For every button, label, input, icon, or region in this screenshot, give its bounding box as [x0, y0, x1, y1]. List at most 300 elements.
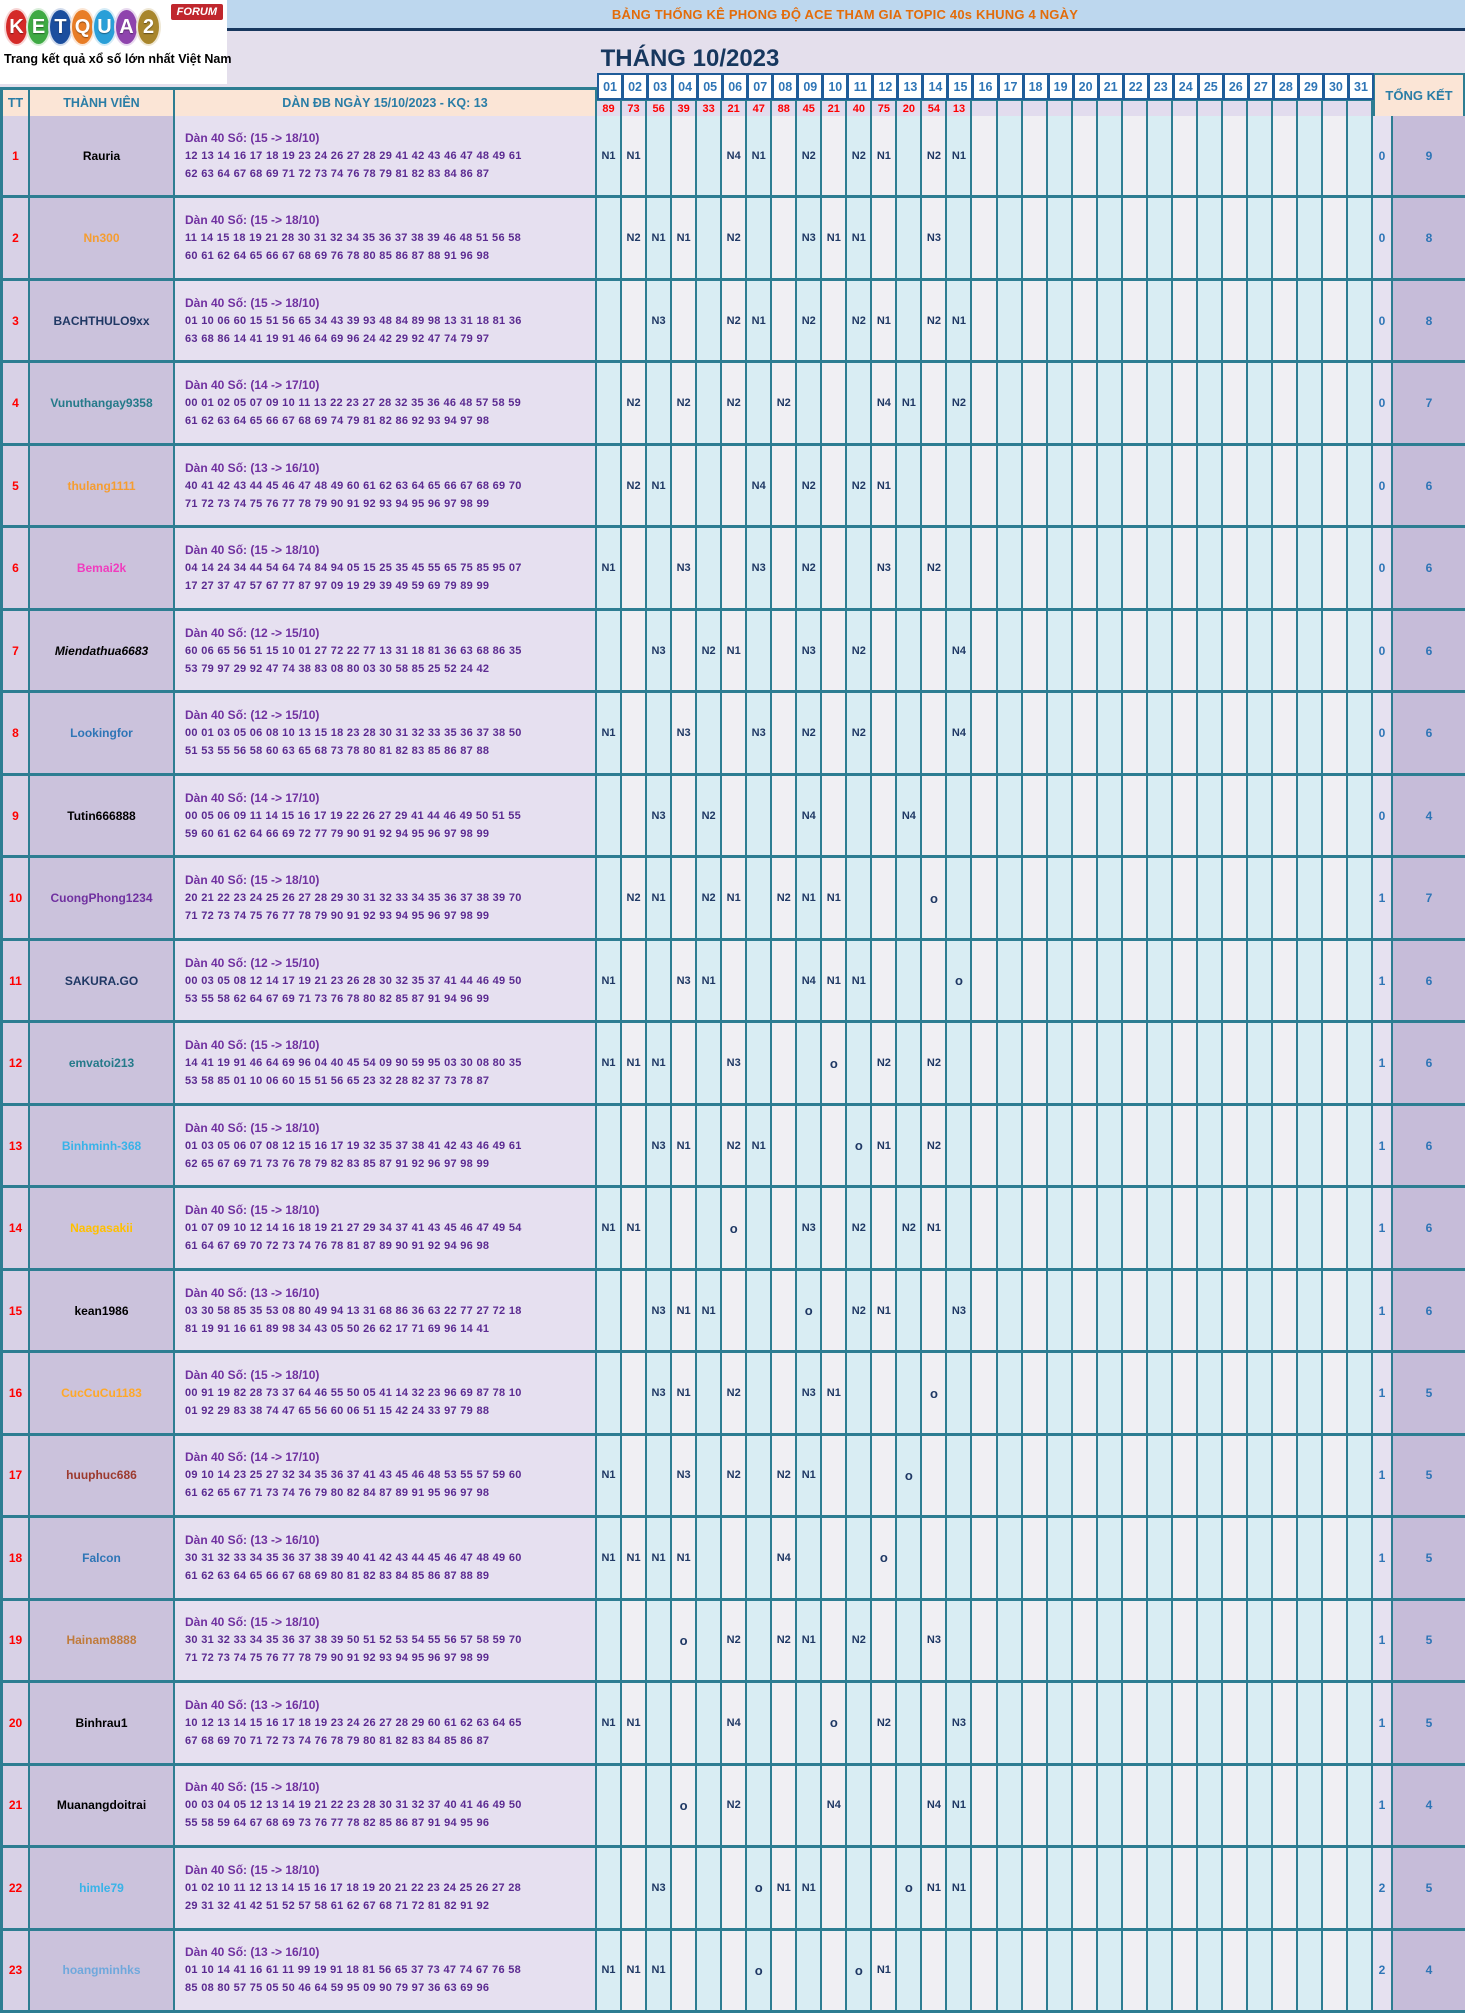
- day-cell: [1198, 1106, 1223, 1185]
- day-cell: [1148, 1353, 1173, 1432]
- day-cell: [772, 858, 797, 937]
- hit-mark: N1: [601, 149, 616, 162]
- total-miss-cell: 1: [1373, 858, 1393, 937]
- hit-mark: N2: [851, 314, 866, 327]
- dan-range-label: Dàn 40 Số: (15 -> 18/10): [185, 1038, 320, 1053]
- day-cell: [1098, 1931, 1123, 2010]
- hit-mark: N1: [801, 1634, 816, 1647]
- hit-mark: N2: [801, 562, 816, 575]
- day-cell: [1023, 611, 1048, 690]
- hit-mark: N2: [851, 1634, 866, 1647]
- dan-numbers-line-2: 53 79 97 29 92 47 74 38 83 08 80 03 30 58 85 25 52 24 42: [185, 662, 490, 675]
- day-cell: [747, 281, 772, 360]
- day-cell: [1348, 446, 1373, 525]
- day-cell: [972, 776, 997, 855]
- total-hit-cell: 7: [1393, 363, 1465, 442]
- day-cell: [1023, 941, 1048, 1020]
- row-index: 8: [0, 693, 30, 772]
- day-cell: [1023, 1353, 1048, 1432]
- day-cell: [797, 1188, 822, 1267]
- day-cell: [1273, 198, 1298, 277]
- day-cell: [822, 1601, 847, 1680]
- member-name[interactable]: Binhrau1: [30, 1683, 175, 1762]
- hit-mark: N2: [851, 644, 866, 657]
- day-cell: [1248, 446, 1273, 525]
- day-cell: [972, 1601, 997, 1680]
- dan-cell: [175, 941, 597, 1020]
- day-header: 24: [1173, 73, 1199, 100]
- day-cell: [622, 1271, 647, 1350]
- column-header-total: TỔNG KẾT: [1373, 73, 1465, 116]
- day-header: 11: [847, 73, 873, 100]
- dan-cell: [175, 776, 597, 855]
- day-cell: [1123, 1188, 1148, 1267]
- day-header: 22: [1123, 73, 1149, 100]
- day-cell: [1048, 776, 1073, 855]
- day-header: 04: [672, 73, 698, 100]
- member-name[interactable]: Bemai2k: [30, 528, 175, 607]
- day-cell: [872, 528, 897, 607]
- row-index: 5: [0, 446, 30, 525]
- day-cell: [1248, 1353, 1273, 1432]
- member-name[interactable]: huuphuc686: [30, 1436, 175, 1515]
- day-header: 18: [1023, 73, 1049, 100]
- logo-letter: 2: [136, 8, 161, 46]
- day-cell: [1323, 858, 1348, 937]
- day-cell: [797, 1931, 822, 2010]
- day-cell: [1073, 776, 1098, 855]
- row-index: 17: [0, 1436, 30, 1515]
- day-cell: [1273, 1601, 1298, 1680]
- day-cell: [872, 116, 897, 195]
- hit-mark: N3: [651, 1304, 666, 1317]
- day-cell: [622, 1353, 647, 1432]
- dan-cell: [175, 116, 597, 195]
- hit-mark: N2: [801, 479, 816, 492]
- day-cell: [1198, 198, 1223, 277]
- day-cell: [772, 1353, 797, 1432]
- day-result-value: 33: [697, 100, 722, 116]
- hit-mark: N1: [876, 1964, 891, 1977]
- total-hit-cell: 5: [1393, 1436, 1465, 1515]
- day-cell: [1298, 941, 1323, 1020]
- day-cell: [847, 776, 872, 855]
- day-cell: [597, 446, 622, 525]
- day-header: 15: [947, 73, 973, 100]
- day-cell: [1048, 858, 1073, 937]
- member-name[interactable]: SAKURA.GO: [30, 941, 175, 1020]
- day-cell: [1073, 281, 1098, 360]
- day-cell: [722, 1683, 747, 1762]
- day-cell: [1123, 1518, 1148, 1597]
- day-cell: [1323, 363, 1348, 442]
- dan-cell: [175, 1188, 597, 1267]
- day-cell: [672, 1848, 697, 1927]
- day-result-value: 45: [797, 100, 822, 116]
- day-cell: [597, 1683, 622, 1762]
- day-cell: [797, 1271, 822, 1350]
- hit-mark: N4: [951, 644, 966, 657]
- day-cell: [947, 446, 972, 525]
- member-name[interactable]: Vunuthangay9358: [30, 363, 175, 442]
- day-cell: [747, 446, 772, 525]
- hit-mark: N3: [801, 232, 816, 245]
- day-cell: [872, 198, 897, 277]
- day-cell: [647, 1848, 672, 1927]
- day-cell: [647, 281, 672, 360]
- hit-mark: N1: [951, 1799, 966, 1812]
- hit-mark: N1: [951, 1881, 966, 1894]
- day-cell: [1098, 1601, 1123, 1680]
- day-cell: [1323, 693, 1348, 772]
- day-cell: [622, 941, 647, 1020]
- member-row: [0, 1931, 1465, 2013]
- member-name[interactable]: Hainam8888: [30, 1601, 175, 1680]
- day-cell: [1173, 1766, 1198, 1845]
- dan-cell: [175, 1931, 597, 2010]
- day-cell: [847, 198, 872, 277]
- hit-mark: N1: [951, 314, 966, 327]
- day-cell: [972, 1848, 997, 1927]
- hit-mark: N2: [626, 232, 641, 245]
- day-cell: [747, 1518, 772, 1597]
- day-cell: [1248, 1106, 1273, 1185]
- day-cell: [1298, 1931, 1323, 2010]
- day-cell: [872, 281, 897, 360]
- member-name[interactable]: BACHTHULO9xx: [30, 281, 175, 360]
- hit-mark: o: [954, 973, 963, 989]
- day-cell: [872, 1188, 897, 1267]
- day-cell: [1148, 1271, 1173, 1350]
- day-cell: [1073, 1518, 1098, 1597]
- day-cell: [998, 941, 1023, 1020]
- hit-mark: N2: [801, 149, 816, 162]
- day-cell: [1173, 1518, 1198, 1597]
- hit-mark: N1: [651, 232, 666, 245]
- day-cell: [1123, 1023, 1148, 1102]
- day-cell: [1223, 1271, 1248, 1350]
- day-cell: [822, 1518, 847, 1597]
- day-cell: [1298, 1353, 1323, 1432]
- member-name[interactable]: emvatoi213: [30, 1023, 175, 1102]
- member-name[interactable]: Miendathua6683: [30, 611, 175, 690]
- dan-numbers-line-1: 09 10 14 23 25 27 32 34 35 36 37 41 43 45 46 48 53 55 57 59 60: [185, 1469, 522, 1482]
- day-cell: [922, 1518, 947, 1597]
- day-cell: [1348, 611, 1373, 690]
- day-cell: [1023, 446, 1048, 525]
- day-cell: [1223, 1188, 1248, 1267]
- hit-mark: N2: [726, 1799, 741, 1812]
- day-cell: [647, 1436, 672, 1515]
- day-cell: [722, 1766, 747, 1845]
- day-cell: [847, 858, 872, 937]
- member-name[interactable]: Lookingfor: [30, 693, 175, 772]
- day-cell: [1073, 858, 1098, 937]
- day-cell: [1123, 1601, 1148, 1680]
- day-cell: [1173, 198, 1198, 277]
- day-header: 19: [1048, 73, 1074, 100]
- member-name[interactable]: kean1986: [30, 1271, 175, 1350]
- member-name[interactable]: Tutin666888: [30, 776, 175, 855]
- hit-mark: N2: [926, 562, 941, 575]
- total-miss-cell: 1: [1373, 1106, 1393, 1185]
- dan-range-label: Dàn 40 Số: (15 -> 18/10): [185, 130, 320, 145]
- day-cell: [1298, 611, 1323, 690]
- day-cell: [998, 198, 1023, 277]
- dan-numbers-line-1: 30 31 32 33 34 35 36 37 38 39 40 41 42 43 44 45 46 47 48 49 60: [185, 1551, 522, 1564]
- day-cell: [1348, 776, 1373, 855]
- day-cell: [998, 1848, 1023, 1927]
- total-miss-cell: 2: [1373, 1931, 1393, 2010]
- hit-mark: N2: [626, 397, 641, 410]
- day-cell: [1248, 1436, 1273, 1515]
- hit-mark: N2: [726, 397, 741, 410]
- day-cell: [597, 363, 622, 442]
- day-cell: [872, 1106, 897, 1185]
- member-row: [0, 776, 1465, 858]
- logo-letter: U: [92, 8, 117, 46]
- dan-numbers-line-1: 00 03 04 05 12 13 14 19 21 22 23 28 30 31 32 37 40 41 46 49 50: [185, 1799, 522, 1812]
- day-header: 10: [822, 73, 848, 100]
- day-header: 09: [797, 73, 823, 100]
- hit-mark: o: [754, 1962, 763, 1978]
- day-cell: [897, 363, 922, 442]
- day-cell: [797, 776, 822, 855]
- day-cell: [1348, 693, 1373, 772]
- day-cell: [897, 1353, 922, 1432]
- day-cell: [1048, 1271, 1073, 1350]
- day-cell: [1198, 941, 1223, 1020]
- day-cell: [847, 1023, 872, 1102]
- dan-numbers-line-1: 00 91 19 82 28 73 37 64 46 55 50 05 41 14 32 23 96 69 87 78 10: [185, 1387, 522, 1399]
- day-cell: [847, 116, 872, 195]
- total-hit-cell: 6: [1393, 1106, 1465, 1185]
- hit-mark: N1: [926, 1222, 941, 1235]
- day-cell: [772, 1683, 797, 1762]
- day-cell: [1173, 1601, 1198, 1680]
- total-miss-cell: 1: [1373, 1766, 1393, 1845]
- member-name[interactable]: CucCuCu1183: [30, 1353, 175, 1432]
- day-cell: [1298, 693, 1323, 772]
- day-cell: [722, 1023, 747, 1102]
- hit-mark: N1: [726, 892, 741, 905]
- day-cell: [1148, 776, 1173, 855]
- day-cell: [647, 1601, 672, 1680]
- day-cell: [622, 281, 647, 360]
- day-cells: [597, 1766, 1373, 1845]
- member-name[interactable]: thulang1111: [30, 446, 175, 525]
- day-cell: [1323, 1766, 1348, 1845]
- dan-range-label: Dàn 40 Số: (13 -> 16/10): [185, 1697, 320, 1712]
- member-name[interactable]: Nn300: [30, 198, 175, 277]
- day-cell: [922, 1271, 947, 1350]
- day-cell: [822, 693, 847, 772]
- day-cell: [1223, 776, 1248, 855]
- day-cell: [772, 1106, 797, 1185]
- day-cell: [947, 1683, 972, 1762]
- day-cell: [1073, 1188, 1098, 1267]
- member-name[interactable]: himle79: [30, 1848, 175, 1927]
- day-cell: [672, 858, 697, 937]
- hit-mark: N1: [676, 1139, 691, 1152]
- day-cell: [897, 1518, 922, 1597]
- member-name[interactable]: Binhminh-368: [30, 1106, 175, 1185]
- day-cell: [1073, 1023, 1098, 1102]
- day-cell: [1073, 1436, 1098, 1515]
- hit-mark: N2: [801, 314, 816, 327]
- day-cell: [697, 693, 722, 772]
- day-cell: [1323, 1106, 1348, 1185]
- day-cell: [1348, 116, 1373, 195]
- day-cell: [1048, 198, 1073, 277]
- day-header: 02: [622, 73, 648, 100]
- day-cell: [597, 1518, 622, 1597]
- total-miss-cell: 0: [1373, 198, 1393, 277]
- day-cell: [1198, 611, 1223, 690]
- hit-mark: N4: [901, 809, 916, 822]
- day-cell: [1048, 446, 1073, 525]
- day-cell: [622, 1766, 647, 1845]
- day-cell: [972, 528, 997, 607]
- day-cells: [597, 1188, 1373, 1267]
- day-cell: [647, 1518, 672, 1597]
- day-result-value: [1123, 100, 1148, 116]
- day-cell: [847, 1766, 872, 1845]
- day-cells: [597, 446, 1373, 525]
- dan-numbers-line-2: 71 72 73 74 75 76 77 78 79 90 91 92 93 94 95 96 97 98 99: [185, 497, 490, 510]
- member-name[interactable]: hoangminhks: [30, 1931, 175, 2010]
- member-name[interactable]: Rauria: [30, 116, 175, 195]
- day-cell: [1298, 1271, 1323, 1350]
- day-cell: [672, 1436, 697, 1515]
- day-result-value: 88: [772, 100, 797, 116]
- dan-numbers-line-1: 20 21 22 23 24 25 26 27 28 29 30 31 32 33 34 35 36 37 38 39 70: [185, 892, 522, 905]
- day-cell: [722, 1848, 747, 1927]
- dan-numbers-line-1: 00 01 02 05 07 09 10 11 13 22 23 27 28 32 35 36 46 48 57 58 59: [185, 397, 522, 410]
- day-cell: [1173, 776, 1198, 855]
- day-cell: [772, 1931, 797, 2010]
- logo-letter: A: [114, 8, 139, 46]
- day-cell: [1098, 1766, 1123, 1845]
- row-index: 2: [0, 198, 30, 277]
- day-cell: [947, 941, 972, 1020]
- day-cell: [1248, 858, 1273, 937]
- total-miss-cell: 0: [1373, 281, 1393, 360]
- day-cell: [772, 776, 797, 855]
- total-hit-cell: 4: [1393, 1931, 1465, 2010]
- day-result-value: [1148, 100, 1173, 116]
- day-cell: [947, 1271, 972, 1350]
- day-cell: [1348, 1766, 1373, 1845]
- day-cell: [1048, 1601, 1073, 1680]
- hit-mark: N3: [676, 974, 691, 987]
- day-cell: [1098, 1518, 1123, 1597]
- day-cell: [1023, 198, 1048, 277]
- day-cell: [998, 1601, 1023, 1680]
- day-cell: [597, 116, 622, 195]
- row-index: 4: [0, 363, 30, 442]
- day-cell: [1223, 198, 1248, 277]
- day-cell: [672, 693, 697, 772]
- day-cells: [597, 1518, 1373, 1597]
- day-cell: [872, 1683, 897, 1762]
- hit-mark: N3: [651, 1881, 666, 1894]
- day-cell: [797, 1106, 822, 1185]
- day-cell: [597, 1931, 622, 2010]
- day-cell: [897, 446, 922, 525]
- member-name[interactable]: CuongPhong1234: [30, 858, 175, 937]
- day-cell: [1198, 528, 1223, 607]
- hit-mark: N1: [601, 1057, 616, 1070]
- dan-numbers-line-1: 01 02 10 11 12 13 14 15 16 17 18 19 20 21 22 23 24 25 26 27 28: [185, 1881, 522, 1894]
- day-cell: [1198, 446, 1223, 525]
- day-result-value: 21: [822, 100, 847, 116]
- day-cell: [722, 941, 747, 1020]
- day-cell: [1098, 446, 1123, 525]
- day-cell: [872, 1023, 897, 1102]
- day-cell: [747, 1931, 772, 2010]
- hit-mark: o: [904, 1880, 913, 1896]
- member-row: [0, 1271, 1465, 1353]
- hit-mark: N2: [951, 397, 966, 410]
- day-result-value: 20: [897, 100, 922, 116]
- member-name[interactable]: Falcon: [30, 1518, 175, 1597]
- day-cell: [947, 1188, 972, 1267]
- day-cell: [847, 941, 872, 1020]
- member-name[interactable]: Muanangdoitrai: [30, 1766, 175, 1845]
- day-result-value: 73: [622, 100, 647, 116]
- day-cell: [1223, 1931, 1248, 2010]
- total-miss-cell: 1: [1373, 1188, 1393, 1267]
- member-name[interactable]: Naagasakii: [30, 1188, 175, 1267]
- day-cell: [1223, 1683, 1248, 1762]
- day-cell: [1023, 1106, 1048, 1185]
- day-cells: [597, 1271, 1373, 1350]
- day-cell: [747, 693, 772, 772]
- day-cell: [647, 1106, 672, 1185]
- total-miss-cell: 0: [1373, 611, 1393, 690]
- hit-mark: N4: [801, 809, 816, 822]
- day-cell: [1173, 446, 1198, 525]
- day-cell: [1273, 1766, 1298, 1845]
- topic-banner: [225, 0, 1465, 31]
- day-cell: [1198, 1023, 1223, 1102]
- day-cells: [597, 1023, 1373, 1102]
- day-cell: [1173, 1848, 1198, 1927]
- day-cell: [1348, 1683, 1373, 1762]
- dan-numbers-line-2: 29 31 32 41 42 51 52 57 58 61 62 67 68 71 72 81 82 91 92: [185, 1899, 490, 1912]
- day-cell: [922, 1106, 947, 1185]
- day-header: 05: [697, 73, 723, 100]
- day-cell: [822, 1353, 847, 1432]
- day-cell: [1123, 1271, 1148, 1350]
- row-index: 10: [0, 858, 30, 937]
- day-cell: [622, 1188, 647, 1267]
- day-result-value: 54: [922, 100, 947, 116]
- day-cell: [1348, 1518, 1373, 1597]
- member-row: [0, 1601, 1465, 1683]
- day-cell: [1098, 528, 1123, 607]
- day-cell: [722, 363, 747, 442]
- day-cell: [622, 693, 647, 772]
- day-cell: [1273, 1683, 1298, 1762]
- site-logo[interactable]: [0, 0, 232, 84]
- dan-numbers-line-2: 60 61 62 64 65 66 67 68 69 76 78 80 85 86 87 88 91 96 98: [185, 250, 490, 263]
- day-cell: [1323, 1353, 1348, 1432]
- day-cell: [972, 693, 997, 772]
- day-cell: [1298, 446, 1323, 525]
- day-cell: [797, 528, 822, 607]
